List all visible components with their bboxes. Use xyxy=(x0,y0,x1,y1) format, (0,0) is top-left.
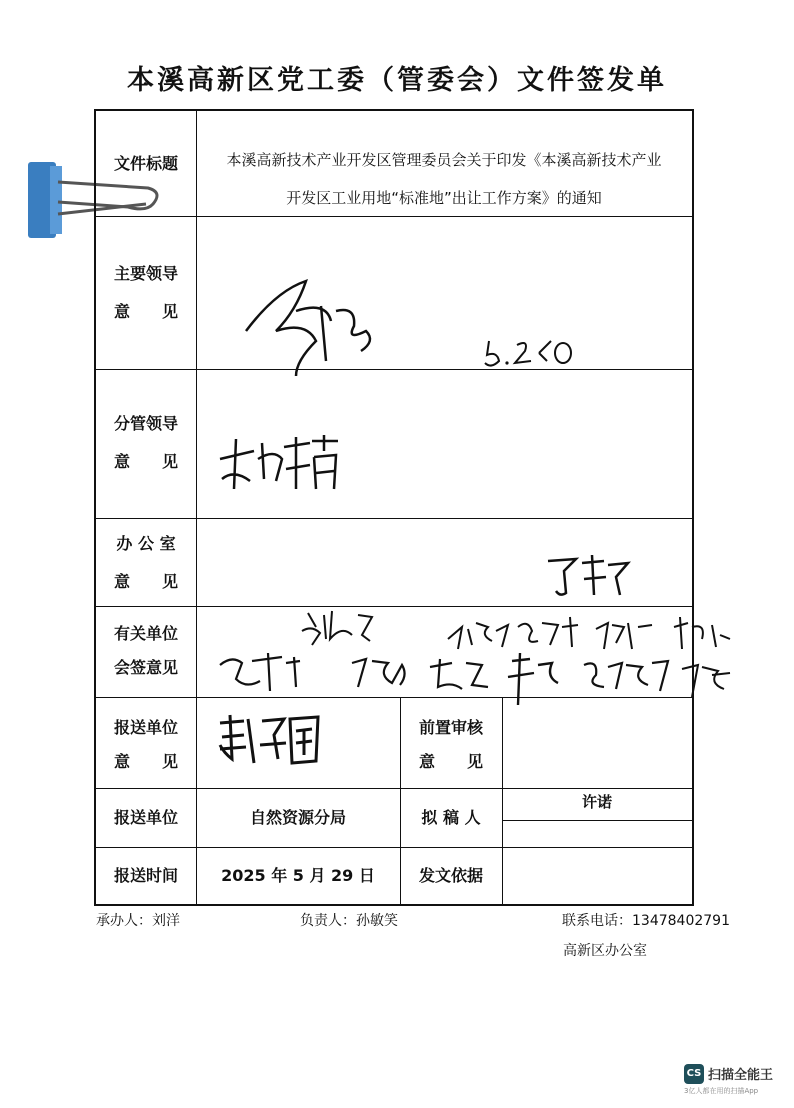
drafter-value: 许诺 xyxy=(581,793,612,811)
label-doc-title: 文件标题 xyxy=(113,154,178,173)
label-main-leader-opinion: 意 见 xyxy=(113,302,178,321)
footer-phone: 联系电话：13478402791 xyxy=(562,913,730,929)
units-signatures-icon xyxy=(212,605,732,705)
main-leader-date-note xyxy=(481,333,581,373)
label-submit-opinion: 报送单位 xyxy=(113,718,178,737)
submit-time-value: 2025 年 5 月 29 日 xyxy=(221,866,375,885)
scanner-logo-icon: CS xyxy=(684,1064,704,1084)
submit-unit-value: 自然资源分局 xyxy=(249,808,346,827)
scanner-name: 扫描全能王 xyxy=(708,1068,774,1083)
label-deputy-leader: 分管领导 xyxy=(113,414,178,433)
page-title: 本溪高新区党工委（管委会）文件签发单 xyxy=(127,65,667,96)
scanner-tagline: 3亿人都在用的扫描App xyxy=(684,1087,759,1095)
footer-handler: 承办人：刘洋 xyxy=(96,913,180,929)
label-units: 有关单位 xyxy=(113,624,178,643)
footer-office: 高新区办公室 xyxy=(563,943,647,959)
label-office: 办 公 室 xyxy=(116,534,176,553)
deputy-leader-signature-icon xyxy=(214,429,344,499)
doc-title-line-1: 本溪高新技术产业开发区管理委员会关于印发《本溪高新技术产业 xyxy=(226,151,662,169)
label-units-countersign: 会签意见 xyxy=(113,658,178,677)
label-office-opinion: 意 见 xyxy=(113,572,178,591)
scanner-watermark xyxy=(684,1062,784,1096)
label-issue-basis: 发文依据 xyxy=(418,866,483,885)
main-leader-signature-icon xyxy=(236,271,396,381)
footer-responsible: 负责人：孙敏笑 xyxy=(300,913,398,929)
doc-title-line-2: 开发区工业用地“标准地”出让工作方案》的通知 xyxy=(286,189,602,207)
submit-unit-signature-icon xyxy=(214,709,324,773)
label-pre-review: 前置审核 xyxy=(418,718,483,737)
label-deputy-leader-opinion: 意 见 xyxy=(113,452,178,471)
label-submit-opinion-2: 意 见 xyxy=(113,752,178,771)
label-submit-unit: 报送单位 xyxy=(113,808,178,827)
label-pre-review-opinion: 意 见 xyxy=(418,752,483,771)
label-drafter: 拟 稿 人 xyxy=(421,808,481,827)
office-signature-icon xyxy=(542,551,632,601)
label-submit-time: 报送时间 xyxy=(113,866,178,885)
label-main-leader: 主要领导 xyxy=(113,264,178,283)
signoff-form xyxy=(94,109,694,906)
